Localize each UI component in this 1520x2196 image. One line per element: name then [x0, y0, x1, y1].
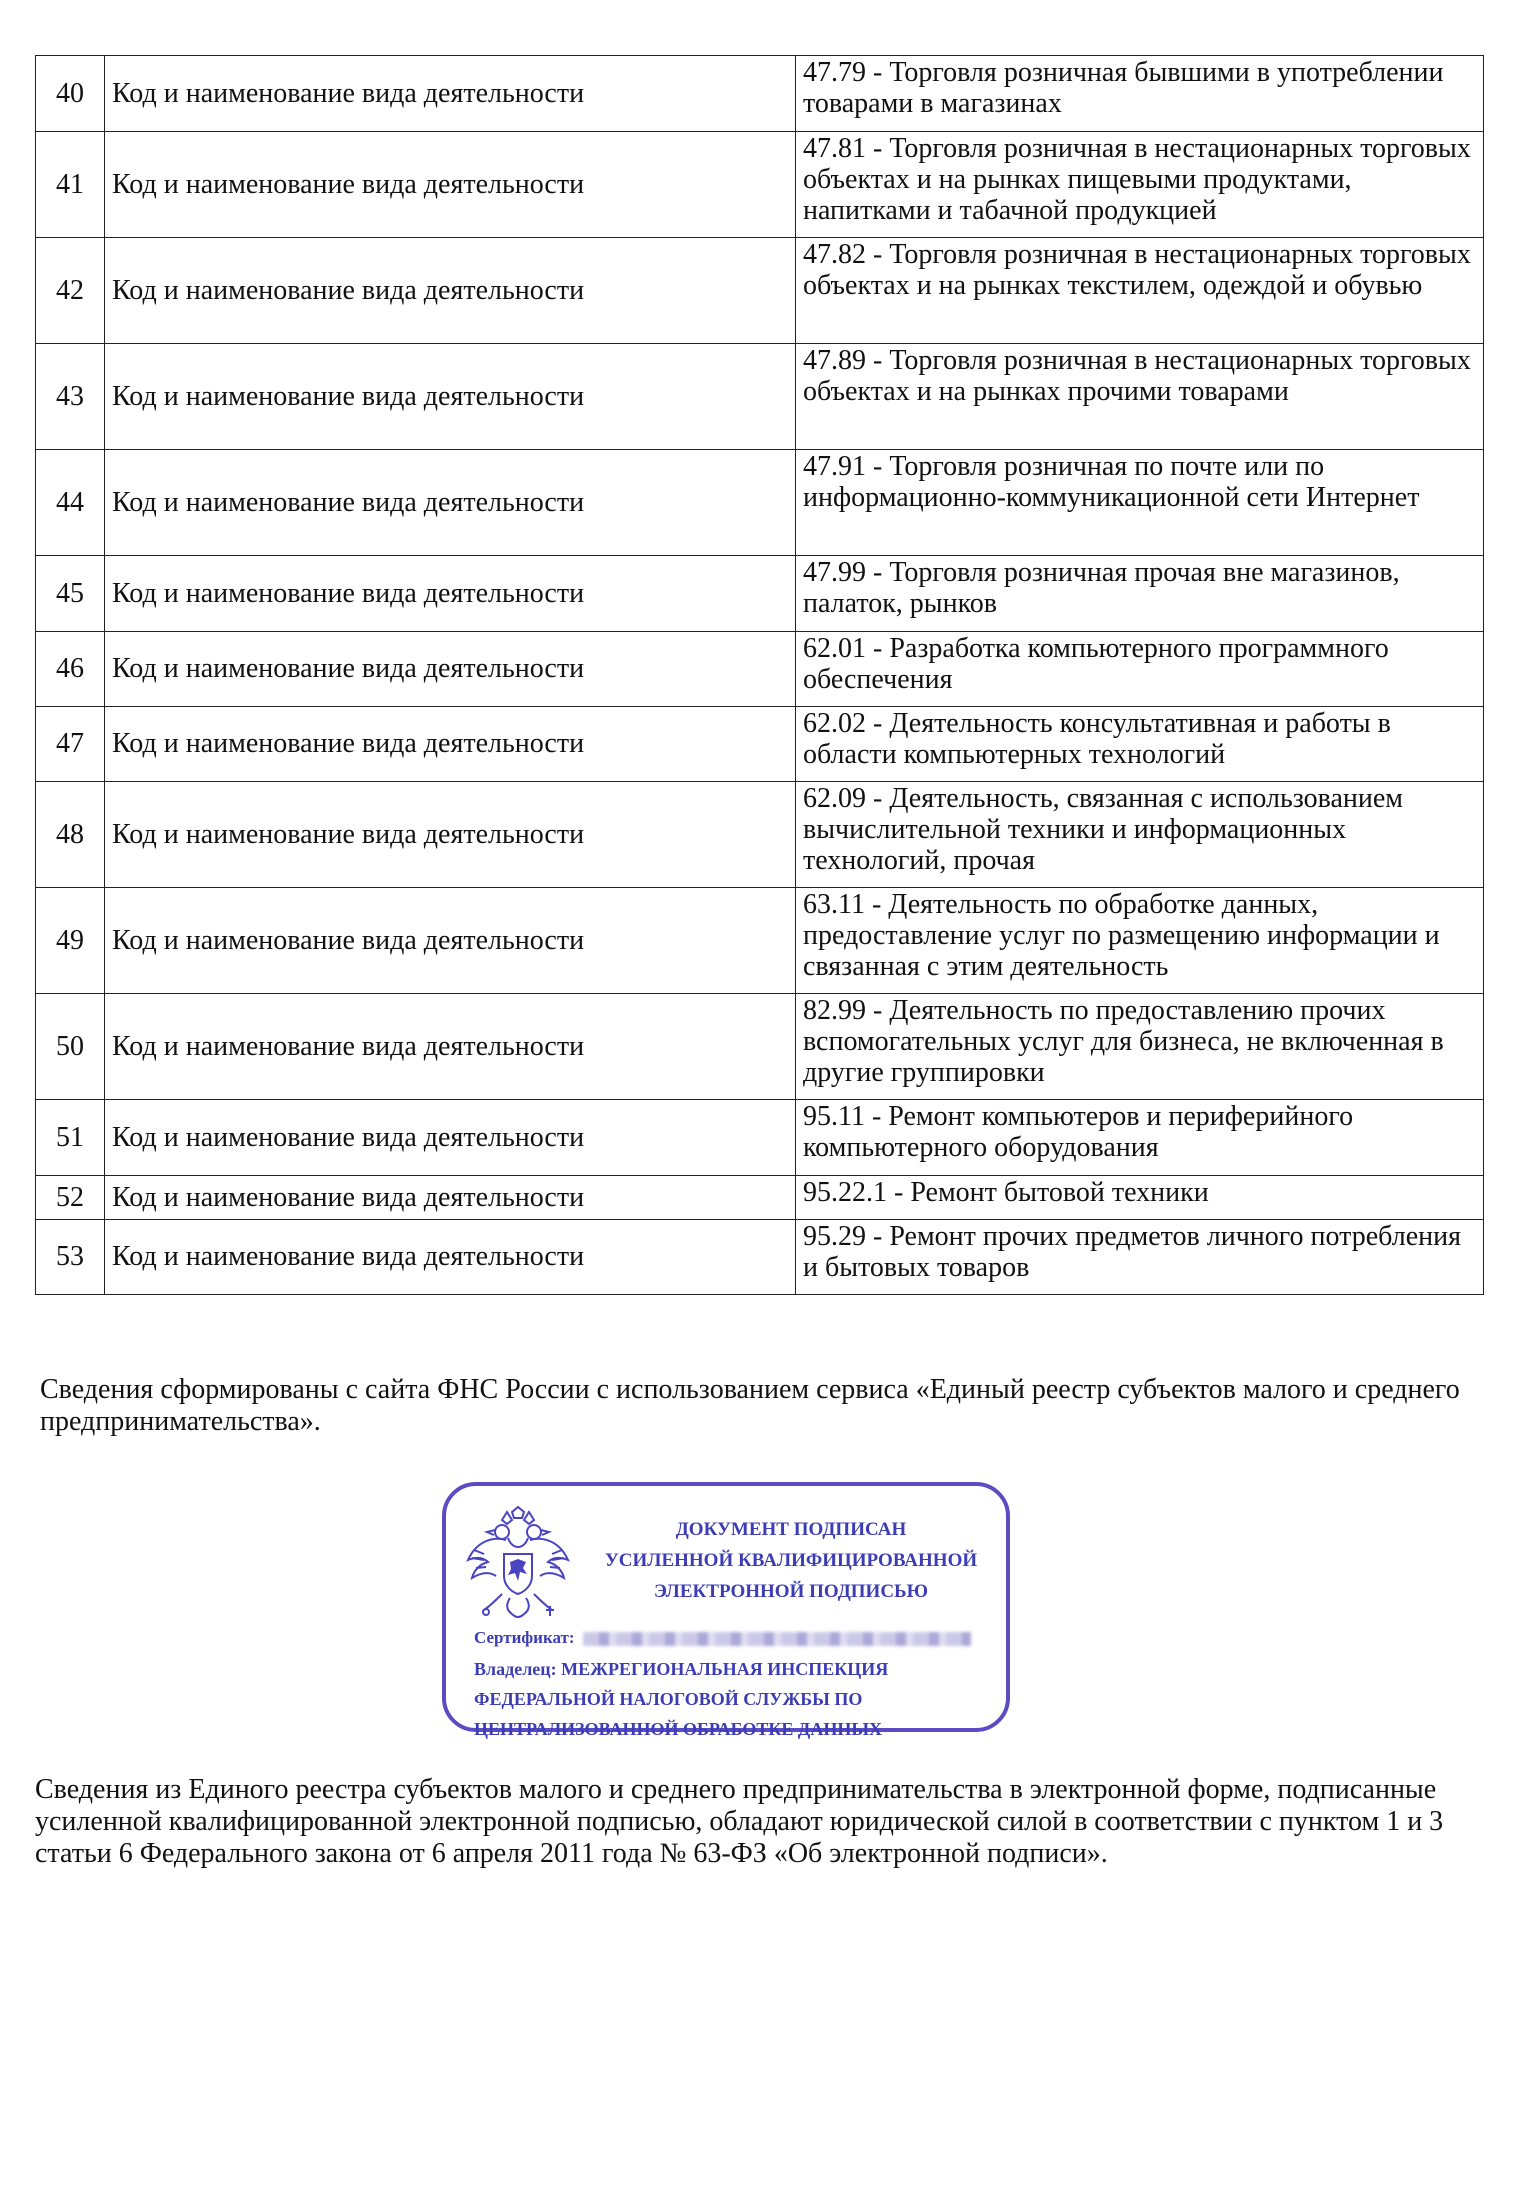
row-field-name: Код и наименование вида деятельности — [105, 450, 796, 556]
activity-codes-table — [35, 55, 1484, 1295]
row-field-name: Код и наименование вида деятельности — [105, 782, 796, 888]
row-field-value: 47.82 - Торговля розничная в нестационарных торговых объектах и на рынках текстилем, одеждой и обувью — [796, 238, 1484, 344]
row-number: 44 — [36, 450, 105, 556]
table-row — [36, 888, 1484, 994]
row-number: 51 — [36, 1100, 105, 1176]
row-number: 52 — [36, 1176, 105, 1220]
source-info-text: Сведения сформированы с сайта ФНС России с использованием сервиса «Единый реестр субъектов малого и среднего предпринимательства». — [40, 1374, 1460, 1437]
row-number: 49 — [36, 888, 105, 994]
certificate-label: Сертификат: — [474, 1628, 575, 1647]
row-field-name: Код и наименование вида деятельности — [105, 707, 796, 782]
table-row — [36, 344, 1484, 450]
row-field-value: 63.11 - Деятельность по обработке данных, предоставление услуг по размещению информации и связанная с этим деятельность — [796, 888, 1484, 994]
stamp-title — [581, 1514, 1001, 1607]
owner-line: ФЕДЕРАЛЬНОЙ НАЛОГОВОЙ СЛУЖБЫ ПО — [474, 1689, 863, 1709]
double-headed-eagle-emblem-icon — [462, 1506, 574, 1626]
row-field-value: 95.22.1 - Ремонт бытовой техники — [796, 1176, 1484, 1220]
row-field-name: Код и наименование вида деятельности — [105, 344, 796, 450]
table-row — [36, 238, 1484, 344]
table-row — [36, 707, 1484, 782]
row-field-name: Код и наименование вида деятельности — [105, 632, 796, 707]
row-field-name: Код и наименование вида деятельности — [105, 56, 796, 132]
table-row — [36, 632, 1484, 707]
row-number: 41 — [36, 132, 105, 238]
row-number: 43 — [36, 344, 105, 450]
row-number: 46 — [36, 632, 105, 707]
row-field-value: 47.81 - Торговля розничная в нестационарных торговых объектах и на рынках пищевыми продуктами, напитками и табачной продукцией — [796, 132, 1484, 238]
stamp-title-line: ЭЛЕКТРОННОЙ ПОДПИСЬЮ — [653, 1581, 929, 1602]
stamp-title-line: УСИЛЕННОЙ КВАЛИФИЦИРОВАННОЙ — [604, 1550, 978, 1571]
row-field-name: Код и наименование вида деятельности — [105, 238, 796, 344]
row-number: 42 — [36, 238, 105, 344]
row-field-value: 62.01 - Разработка компьютерного программного обеспечения — [796, 632, 1484, 707]
stamp-title-line: ДОКУМЕНТ ПОДПИСАН — [675, 1519, 907, 1540]
table-row — [36, 132, 1484, 238]
row-field-value: 95.11 - Ремонт компьютеров и периферийного компьютерного оборудования — [796, 1100, 1484, 1176]
table-row — [36, 1220, 1484, 1295]
row-field-name: Код и наименование вида деятельности — [105, 1176, 796, 1220]
row-number: 45 — [36, 556, 105, 632]
certificate-number-redacted — [583, 1632, 971, 1646]
table-row — [36, 782, 1484, 888]
owner-info — [474, 1654, 888, 1744]
row-number: 53 — [36, 1220, 105, 1295]
row-field-name: Код и наименование вида деятельности — [105, 132, 796, 238]
table-row — [36, 1100, 1484, 1176]
row-field-name: Код и наименование вида деятельности — [105, 1100, 796, 1176]
row-field-value: 47.89 - Торговля розничная в нестационарных торговых объектах и на рынках прочими товарами — [796, 344, 1484, 450]
row-field-name: Код и наименование вида деятельности — [105, 556, 796, 632]
row-field-value: 47.91 - Торговля розничная по почте или по информационно-коммуникационной сети Интернет — [796, 450, 1484, 556]
table-row — [36, 56, 1484, 132]
table-row — [36, 556, 1484, 632]
row-number: 50 — [36, 994, 105, 1100]
row-field-value: 62.09 - Деятельность, связанная с использованием вычислительной техники и информационных технологий, прочая — [796, 782, 1484, 888]
row-number: 48 — [36, 782, 105, 888]
row-field-name: Код и наименование вида деятельности — [105, 888, 796, 994]
row-field-value: 62.02 - Деятельность консультативная и работы в области компьютерных технологий — [796, 707, 1484, 782]
certificate-row — [474, 1628, 971, 1648]
table-row — [36, 1176, 1484, 1220]
row-number: 40 — [36, 56, 105, 132]
row-field-value: 47.99 - Торговля розничная прочая вне магазинов, палаток, рынков — [796, 556, 1484, 632]
owner-line: Владелец: МЕЖРЕГИОНАЛЬНАЯ ИНСПЕКЦИЯ — [474, 1659, 889, 1679]
row-number: 47 — [36, 707, 105, 782]
row-field-value: 95.29 - Ремонт прочих предметов личного потребления и бытовых товаров — [796, 1220, 1484, 1295]
row-field-value: 47.79 - Торговля розничная бывшими в употреблении товарами в магазинах — [796, 56, 1484, 132]
table-row — [36, 450, 1484, 556]
signature-stamp — [442, 1482, 1010, 1739]
table-row — [36, 994, 1484, 1100]
row-field-name: Код и наименование вида деятельности — [105, 1220, 796, 1295]
row-field-value: 82.99 - Деятельность по предоставлению прочих вспомогательных услуг для бизнеса, не включенная в другие группировки — [796, 994, 1484, 1100]
owner-line: ЦЕНТРАЛИЗОВАННОЙ ОБРАБОТКЕ ДАННЫХ — [474, 1719, 882, 1739]
row-field-name: Код и наименование вида деятельности — [105, 994, 796, 1100]
legal-notice-text: Сведения из Единого реестра субъектов малого и среднего предпринимательства в электронной форме, подписанные усиленной квалифицированной электронной подписью, обладают юридической силой в соответствии с пунктом 1 и 3 статьи 6 Федерального закона от 6 апреля 2011 года № 63-ФЗ «Об электронной подписи». — [35, 1774, 1444, 1869]
